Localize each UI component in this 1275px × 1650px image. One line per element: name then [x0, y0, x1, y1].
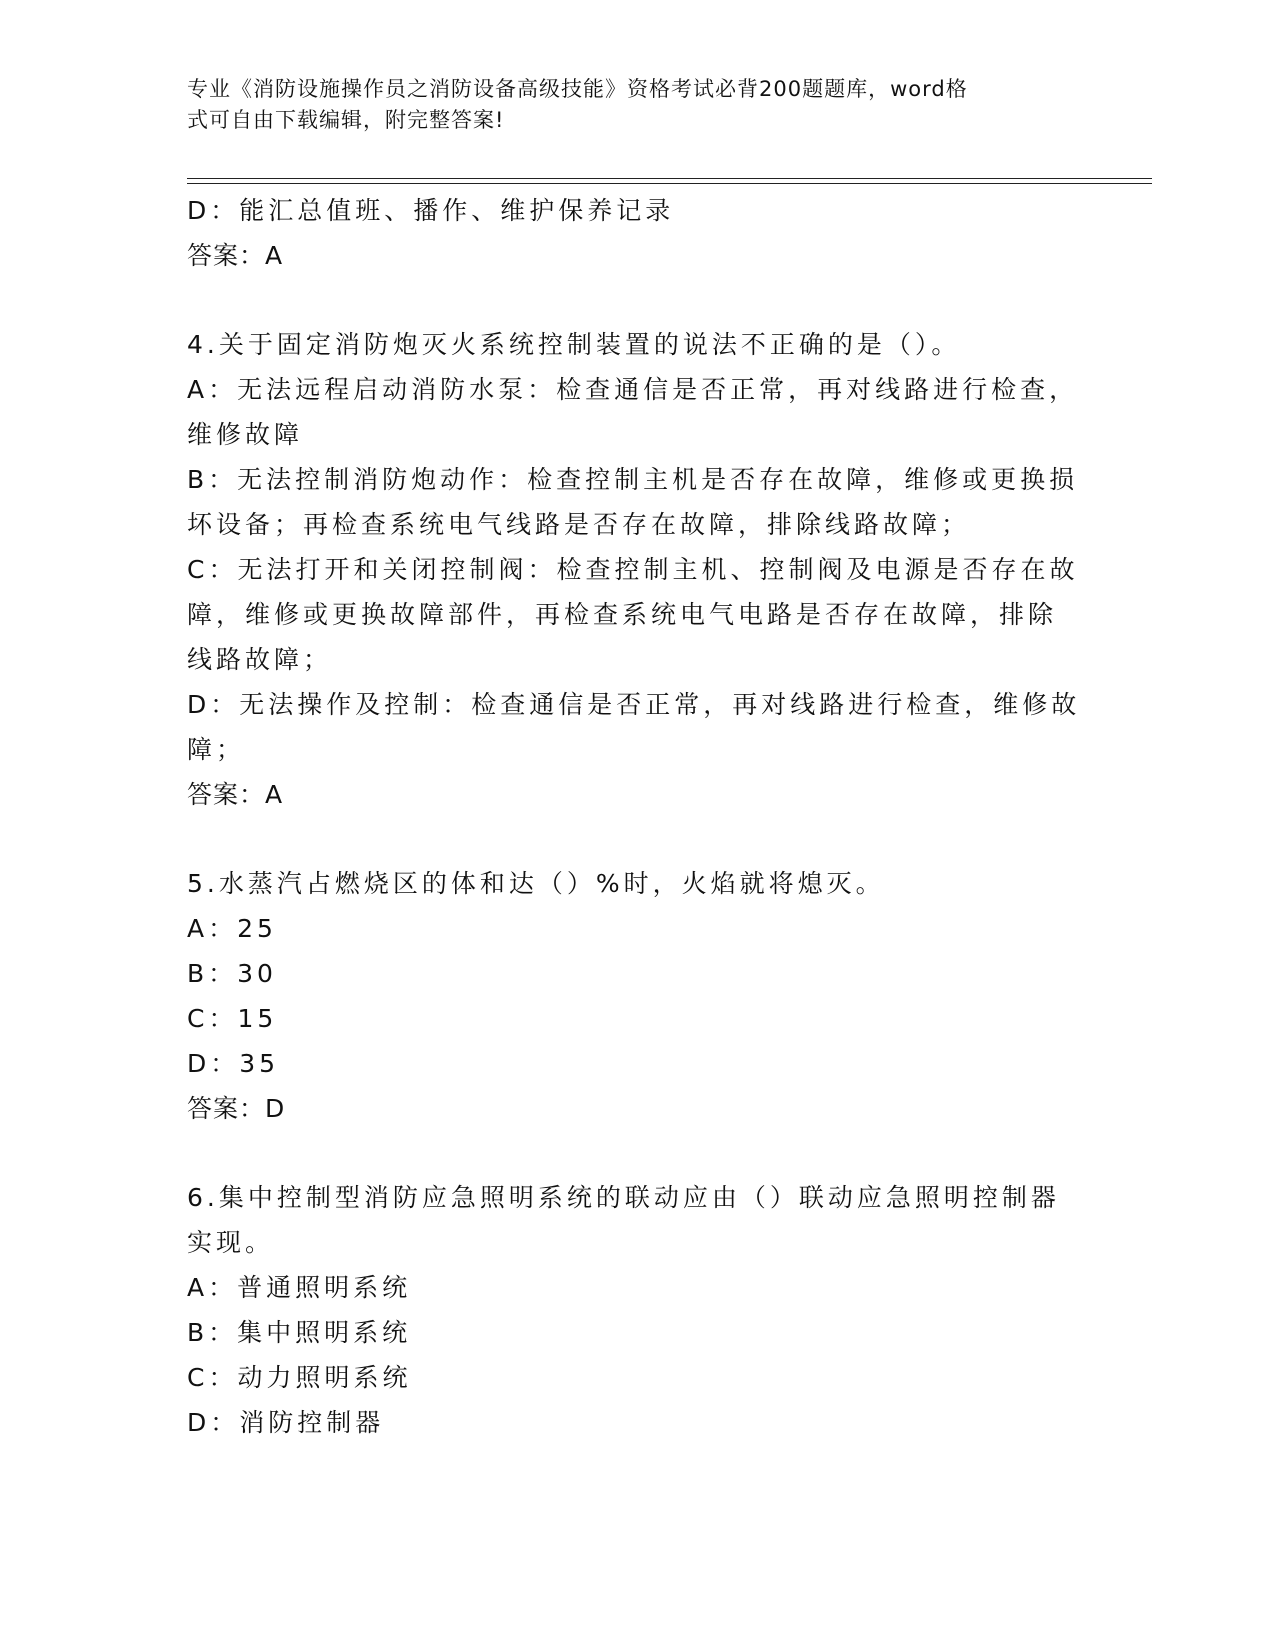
- question-stem: 4.关于固定消防炮灭火系统控制装置的说法不正确的是（）。: [187, 330, 961, 359]
- answer: 答案：D: [187, 1094, 286, 1123]
- question-list: [187, 188, 1087, 1445]
- header-rule-bottom: [187, 183, 1152, 184]
- option-b-line-2: 坏设备；再检查系统电气线路是否存在故障，排除线路故障；: [187, 510, 971, 539]
- header-rule-top: [187, 178, 1152, 179]
- question-5: [187, 861, 1087, 1131]
- header-line-1: 专业《消防设施操作员之消防设备高级技能》资格考试必背200题题库，word格: [187, 77, 968, 101]
- option-d: D：消防控制器: [187, 1408, 385, 1437]
- answer: 答案：A: [187, 780, 284, 809]
- question-stem-line-1: 6.集中控制型消防应急照明系统的联动应由（）联动应急照明控制器: [187, 1183, 1060, 1212]
- option-c-line-1: C：无法打开和关闭控制阀：检查控制主机、控制阀及电源是否存在故: [187, 555, 1079, 584]
- option-a: A：普通照明系统: [187, 1273, 412, 1302]
- option-d-line-1: D：无法操作及控制：检查通信是否正常，再对线路进行检查，维修故: [187, 690, 1081, 719]
- spacer: [187, 278, 1087, 322]
- option-d: D：能汇总值班、播作、维护保养记录: [187, 196, 675, 225]
- question-3: [187, 188, 1087, 278]
- option-a: A：25: [187, 914, 277, 943]
- question-stem: 5.水蒸汽占燃烧区的体和达（）%时，火焰就将熄灭。: [187, 869, 885, 898]
- option-c-line-2: 障，维修或更换故障部件，再检查系统电气电路是否存在故障，排除: [187, 600, 1058, 629]
- question-6: [187, 1175, 1087, 1445]
- option-b-line-1: B：无法控制消防炮动作：检查控制主机是否存在故障，维修或更换损: [187, 465, 1079, 494]
- question-stem-line-2: 实现。: [187, 1228, 275, 1257]
- option-c: C：动力照明系统: [187, 1363, 412, 1392]
- question-4: [187, 322, 1087, 817]
- spacer: [187, 817, 1087, 861]
- option-d-line-2: 障；: [187, 735, 246, 764]
- option-c-line-3: 线路故障；: [187, 645, 333, 674]
- option-c: C：15: [187, 1004, 278, 1033]
- option-a-line-1: A：无法远程启动消防水泵：检查通信是否正常，再对线路进行检查，: [187, 375, 1079, 404]
- option-a-line-2: 维修故障: [187, 420, 304, 449]
- header-line-2: 式可自由下载编辑，附完整答案!: [187, 108, 505, 132]
- document-header: [187, 74, 1067, 136]
- answer: 答案：A: [187, 241, 284, 270]
- spacer: [187, 1131, 1087, 1175]
- option-b: B：集中照明系统: [187, 1318, 412, 1347]
- option-d: D：35: [187, 1049, 280, 1078]
- option-b: B：30: [187, 959, 277, 988]
